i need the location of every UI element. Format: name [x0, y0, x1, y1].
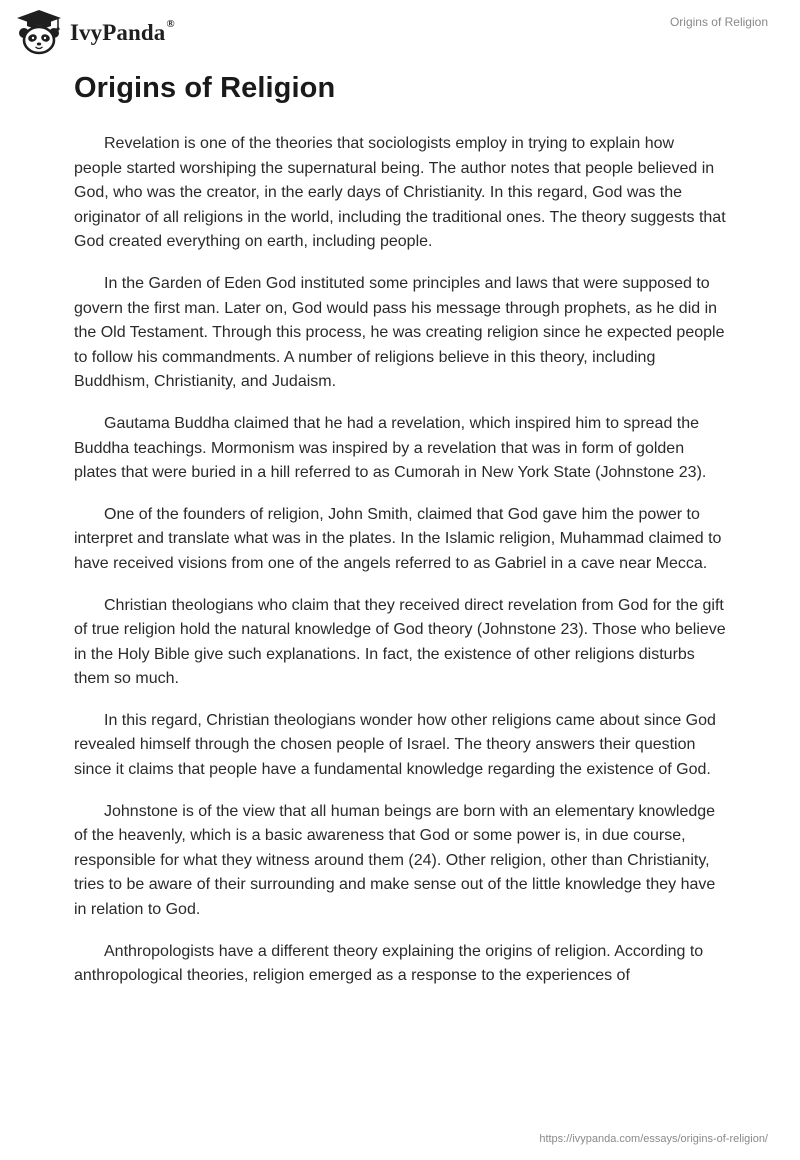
paragraph: Christian theologians who claim that they received direct revelation from God for the gift of true religion hold the natural knowledge of God theory (Johnstone 23). Those who believe in the Holy Bible give such explanations. In fact, the existence of other religions disturbs them so much. — [74, 596, 726, 688]
paragraph: One of the founders of religion, John Smith, claimed that God gave him the power to interpret and translate what was in the plates. In the Islamic religion, Muhammad claimed to have received visions from one of the angels referred to as Gabriel in a cave near Mecca. — [74, 505, 722, 572]
paragraph: Revelation is one of the theories that sociologists employ in trying to explain how people started worshiping the supernatural being. The author notes that people believed in God, who was the creator, in the early days of Christianity. In this regard, God was the originator of all religions in the world, including the traditional ones. The theory suggests that God created everything on earth, including people. — [74, 135, 726, 251]
panda-logo-icon — [14, 9, 64, 55]
paragraph: Johnstone is of the view that all human beings are born with an elementary knowledge of the heavenly, which is a basic awareness that God or some power is, in due course, responsible for what they witness around them (24). Other religion, other than Christianity, tries to be aware of their surrounding and make sense out of the little knowledge they have in relation to God. — [74, 802, 716, 919]
page-title: Origins of Religion — [74, 72, 336, 104]
running-title: Origins of Religion — [669, 15, 768, 29]
page-header — [0, 0, 800, 60]
paragraph: In the Garden of Eden God instituted some principles and laws that were supposed to govern the first man. Later on, God would pass his message through prophets, as he did in the Old Testament. Through this process, he was creating religion since he expected people to follow his commandments. A number of religions believe in this theory, including Buddhism, Christianity, and Judaism. — [74, 274, 725, 391]
paragraph: In this regard, Christian theologians wonder how other religions came about since God revealed himself through the chosen people of Israel. The theory answers their question since it claims that people have a fundamental knowledge regarding the existence of God. — [74, 711, 716, 779]
footer-url[interactable]: https://ivypanda.com/essays/origins-of-religion/ — [539, 1133, 768, 1145]
brand-name: IvyPanda® — [70, 18, 175, 45]
brand-logo[interactable] — [14, 9, 175, 55]
registered-mark: ® — [166, 18, 175, 31]
paragraph: Anthropologists have a different theory explaining the origins of religion. According to anthropological theories, religion emerged as a response to the experiences of — [74, 942, 704, 985]
article-body — [74, 132, 726, 1006]
paragraph: Gautama Buddha claimed that he had a revelation, which inspired him to spread the Buddha teachings. Mormonism was inspired by a revelation that was in form of golden plates that were buried in a hill referred to as Cumorah in New York State (Johnstone 23). — [74, 414, 707, 482]
